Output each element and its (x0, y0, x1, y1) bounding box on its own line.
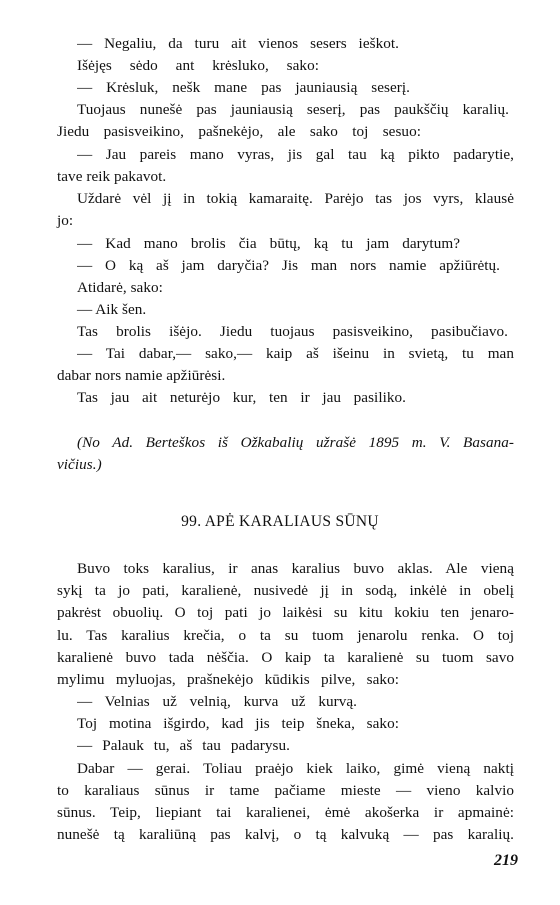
text-line: — Krėsluk, nešk mane pas jauniausią seserį. (77, 79, 410, 96)
text-line: — Kad mano brolis čia būtų, ką tu jam darytum? (77, 235, 460, 252)
text-line: — Negaliu, da turu ait vienos sesers ieškot. (77, 35, 399, 52)
text-line: sūnus. Teip, liepiant tai karalienei, ėmė akošerka ir apmainė: (57, 804, 514, 821)
text-line: Dabar — gerai. Toliau praėjo kiek laiko, gimė vieną naktį (77, 760, 514, 777)
note-line: (No Ad. Berteškos iš Ožkabalių užrašė 1895 m. V. Basana- (77, 434, 514, 451)
text-line: — Palauk tu, aš tau padarysu. (77, 737, 290, 754)
text-line: — Jau pareis mano vyras, jis gal tau ką pikto padarytie, (77, 146, 514, 163)
text-line: Išėjęs sėdo ant krėsluko, sako: (77, 57, 319, 74)
text-line: sykį ta jo pati, karalienė, nusivedė jį in sodą, inkėlė in obelį (57, 582, 514, 599)
text-line: Tas jau ait neturėjo kur, ten ir jau pasiliko. (77, 389, 406, 406)
text-line: Toj motina išgirdo, kad jis teip šneka, sako: (77, 715, 399, 732)
text-line: Tuojaus nunešė pas jauniausią seserį, pas paukščių karalių. (77, 101, 509, 118)
text-line: Tas brolis išėjo. Jiedu tuojaus pasisveikino, pasibučiavo. (77, 323, 508, 340)
text-line: Buvo toks karalius, ir anas karalius buvo aklas. Ale vieną (77, 560, 514, 577)
text-line: — Tai dabar,— sako,— kaip aš išeinu in svietą, tu man (77, 345, 514, 362)
text-line: — O ką aš jam daryčia? Jis man nors namie apžiūrėtų. (77, 257, 500, 274)
text-line: pakrėst obuolių. O toj pati jo laikėsi su kitu kokiu ten jenaro- (57, 604, 514, 621)
note-line: vičius.) (57, 456, 102, 473)
text-line: — Aik šen. (77, 301, 147, 318)
text-line: Uždarė vėl jį in tokią kamaraitę. Parėjo tas jos vyrs, klausė (77, 190, 514, 207)
text-line: karalienė buvo tada nėščia. O kaip ta karalienė su tuom savo (57, 649, 514, 666)
story-heading: 99. APĖ KARALIAUS SŪNŲ (181, 513, 379, 530)
text-line: mylimu myluojas, prašnekėjo kūdikis pilve, sako: (57, 671, 399, 688)
text-line: tave reik pakavot. (57, 168, 167, 185)
text-line: jo: (57, 212, 74, 229)
text-line: lu. Tas karalius krečia, o ta su tuom jenarolu renka. O toj (57, 627, 514, 644)
text-line: nunešė tą karaliūną pas kalvį, o tą kalvuką — pas karalių. (57, 826, 514, 843)
text-line: — Velnias už velnią, kurva už kurvą. (77, 693, 357, 710)
text-line: Atidarė, sako: (77, 279, 163, 296)
text-line: to karaliaus sūnus ir tame pačiame mieste — vieno kalvio (57, 782, 514, 799)
text-line: dabar nors namie apžiūrėsi. (57, 367, 226, 384)
text-line: Jiedu pasisveikino, pašnekėjo, ale sako toj sesuo: (57, 123, 421, 140)
page-number: 219 (494, 852, 518, 869)
